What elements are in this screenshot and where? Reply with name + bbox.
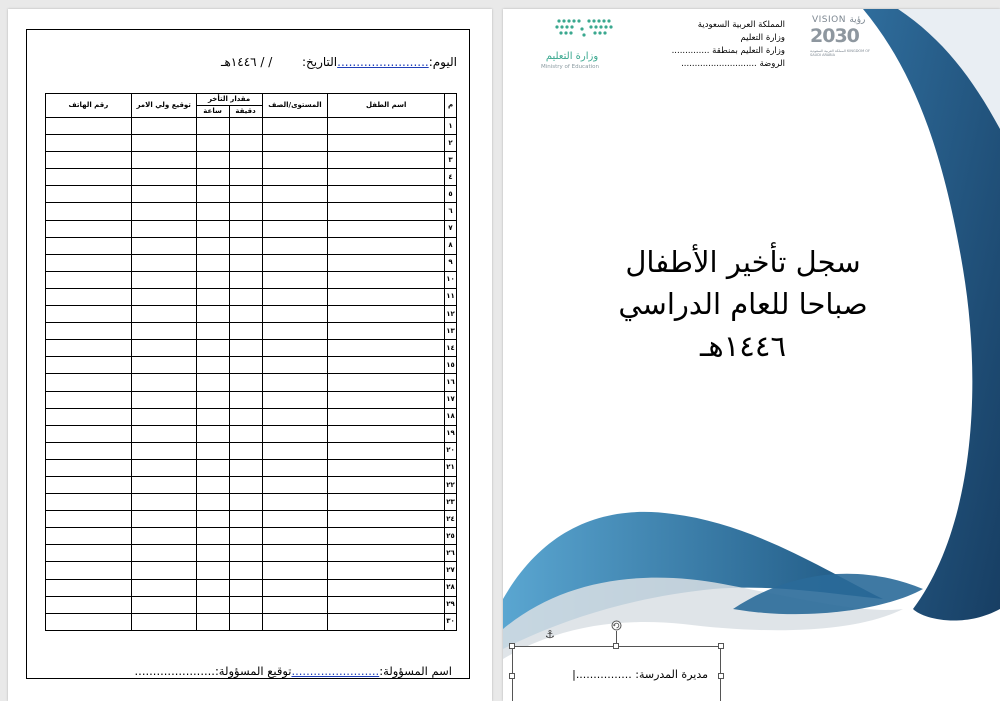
row-number: ١٥ (445, 357, 457, 374)
table-cell[interactable] (196, 254, 229, 271)
table-cell[interactable] (328, 425, 445, 442)
date-label: التاريخ: (301, 55, 338, 69)
table-cell[interactable] (229, 442, 262, 459)
table-cell[interactable] (196, 545, 229, 562)
table-cell[interactable] (328, 340, 445, 357)
row-number: ٢٣ (445, 494, 457, 511)
table-cell[interactable] (46, 135, 132, 152)
table-cell[interactable] (131, 306, 196, 323)
row-number: ١٧ (445, 391, 457, 408)
table-cell[interactable] (262, 476, 328, 493)
table-cell[interactable] (262, 340, 328, 357)
table-cell[interactable] (229, 152, 262, 169)
col-child-name: اسم الطفل (328, 94, 445, 118)
table-cell[interactable] (229, 613, 262, 630)
day-field[interactable]: ........................ (337, 55, 429, 69)
table-cell[interactable] (328, 374, 445, 391)
moe-english-name: Ministry of Education (540, 64, 599, 70)
letterhead (613, 19, 785, 71)
table-cell[interactable] (196, 596, 229, 613)
table-cell[interactable] (196, 237, 229, 254)
table-row (46, 562, 457, 579)
table-cell[interactable] (328, 169, 445, 186)
table-cell[interactable] (196, 442, 229, 459)
table-cell[interactable] (46, 237, 132, 254)
table-cell[interactable] (196, 425, 229, 442)
table-cell[interactable] (328, 357, 445, 374)
row-number: ١٣ (445, 323, 457, 340)
table-cell[interactable] (229, 476, 262, 493)
table-cell[interactable] (262, 391, 328, 408)
table-cell[interactable] (229, 596, 262, 613)
anchor-icon[interactable]: ⚓ (545, 628, 555, 641)
table-cell[interactable] (262, 528, 328, 545)
row-number: ٢٦ (445, 545, 457, 562)
cover-title-line: ١٤٤٦هـ (699, 329, 787, 363)
table-row (46, 545, 457, 562)
table-cell[interactable] (328, 203, 445, 220)
row-number: ٢٩ (445, 596, 457, 613)
vision-logo-line2: 2030 (810, 25, 859, 47)
table-cell[interactable] (46, 306, 132, 323)
table-cell[interactable] (328, 135, 445, 152)
row-number: ١٨ (445, 408, 457, 425)
table-cell[interactable] (46, 186, 132, 203)
table-row (46, 203, 457, 220)
table-cell[interactable] (229, 135, 262, 152)
table-cell[interactable] (131, 203, 196, 220)
table-cell[interactable] (46, 528, 132, 545)
table-cell[interactable] (196, 203, 229, 220)
row-number: ٤ (445, 169, 457, 186)
table-cell[interactable] (131, 254, 196, 271)
row-number: ٢٠ (445, 442, 457, 459)
table-cell[interactable] (131, 442, 196, 459)
letterhead-line: الروضة ............................ (681, 59, 785, 69)
resize-handle-top[interactable] (613, 643, 619, 649)
table-cell[interactable] (229, 374, 262, 391)
row-number: ٨ (445, 237, 457, 254)
table-cell[interactable] (131, 374, 196, 391)
resize-handle-right[interactable] (718, 673, 724, 679)
table-row (46, 220, 457, 237)
table-cell[interactable] (262, 442, 328, 459)
table-cell[interactable] (229, 186, 262, 203)
table-cell[interactable] (131, 391, 196, 408)
table-cell[interactable] (328, 271, 445, 288)
table-cell[interactable] (229, 562, 262, 579)
date-header (43, 55, 457, 69)
table-cell[interactable] (196, 271, 229, 288)
table-row (46, 357, 457, 374)
table-cell[interactable] (131, 562, 196, 579)
table-cell[interactable] (46, 596, 132, 613)
table-cell[interactable] (262, 306, 328, 323)
vision-logo-line3: المملكة العربية السعودية KINGDOM OF SAUDI ARABIA (810, 49, 871, 57)
table-cell[interactable] (46, 357, 132, 374)
table-cell[interactable] (328, 254, 445, 271)
col-minute: دقيقة (229, 106, 262, 118)
table-cell[interactable] (229, 408, 262, 425)
table-cell[interactable] (229, 271, 262, 288)
table-cell[interactable] (196, 306, 229, 323)
table-cell[interactable] (229, 169, 262, 186)
row-number: ١٩ (445, 425, 457, 442)
table-cell[interactable] (328, 579, 445, 596)
table-cell[interactable] (131, 340, 196, 357)
table-cell[interactable] (131, 323, 196, 340)
signature-footer (58, 664, 452, 678)
table-cell[interactable] (131, 152, 196, 169)
table-cell[interactable] (196, 408, 229, 425)
table-cell[interactable] (229, 459, 262, 476)
table-row (46, 186, 457, 203)
table-cell[interactable] (229, 203, 262, 220)
table-cell[interactable] (229, 237, 262, 254)
table-cell[interactable] (262, 408, 328, 425)
name-label: اسم المسؤولة: (379, 664, 452, 678)
sign-field[interactable]: ...................... (134, 664, 215, 678)
table-cell[interactable] (229, 528, 262, 545)
table-cell[interactable] (229, 391, 262, 408)
row-number: ٧ (445, 220, 457, 237)
row-number: ٢٥ (445, 528, 457, 545)
resize-handle-top-right[interactable] (718, 643, 724, 649)
table-cell[interactable] (131, 408, 196, 425)
table-cell[interactable] (196, 288, 229, 305)
letterhead-line: وزارة التعليم (740, 33, 785, 43)
table-cell[interactable] (46, 271, 132, 288)
row-number: ٢٧ (445, 562, 457, 579)
table-cell[interactable] (131, 613, 196, 630)
table-row (46, 135, 457, 152)
table-cell[interactable] (46, 374, 132, 391)
table-cell[interactable] (262, 271, 328, 288)
table-cell[interactable] (262, 425, 328, 442)
table-cell[interactable] (328, 186, 445, 203)
table-cell[interactable] (131, 186, 196, 203)
table-cell[interactable] (131, 425, 196, 442)
table-cell[interactable] (131, 118, 196, 135)
cover-title (598, 241, 888, 367)
table-cell[interactable] (196, 528, 229, 545)
moe-dots-icon (553, 15, 623, 45)
table-cell[interactable] (262, 613, 328, 630)
table-row (46, 494, 457, 511)
table-cell[interactable] (46, 152, 132, 169)
table-cell[interactable] (328, 152, 445, 169)
table-cell[interactable] (46, 254, 132, 271)
table-cell[interactable] (328, 323, 445, 340)
table-row (46, 579, 457, 596)
cover-page (503, 9, 1000, 701)
table-cell[interactable] (131, 459, 196, 476)
table-cell[interactable] (131, 528, 196, 545)
table-cell[interactable] (262, 323, 328, 340)
table-cell[interactable] (229, 220, 262, 237)
table-cell[interactable] (196, 152, 229, 169)
table-cell[interactable] (262, 186, 328, 203)
table-row (46, 323, 457, 340)
table-cell[interactable] (262, 545, 328, 562)
table-cell[interactable] (229, 425, 262, 442)
table-cell[interactable] (262, 494, 328, 511)
table-cell[interactable] (262, 288, 328, 305)
row-number: ٢٨ (445, 579, 457, 596)
date-value[interactable]: / / ١٤٤٦هـ (220, 55, 273, 69)
table-cell[interactable] (196, 579, 229, 596)
table-cell[interactable] (46, 288, 132, 305)
table-row (46, 169, 457, 186)
table-row (46, 408, 457, 425)
table-cell[interactable] (229, 323, 262, 340)
table-row (46, 254, 457, 271)
table-cell[interactable] (328, 408, 445, 425)
table-cell[interactable] (328, 459, 445, 476)
table-cell[interactable] (131, 357, 196, 374)
table-cell[interactable] (229, 494, 262, 511)
table-cell[interactable] (262, 511, 328, 528)
table-cell[interactable] (328, 511, 445, 528)
row-number: ١ (445, 118, 457, 135)
table-cell[interactable] (328, 306, 445, 323)
col-level: المستوى/الصف (262, 94, 328, 118)
table-cell[interactable] (196, 511, 229, 528)
row-number: ١٦ (445, 374, 457, 391)
name-field[interactable]: ........................ (291, 664, 380, 678)
col-guardian-signature: توقيع ولي الامر (131, 94, 196, 118)
row-number: ١٤ (445, 340, 457, 357)
table-cell[interactable] (262, 135, 328, 152)
row-number: ٩ (445, 254, 457, 271)
table-cell[interactable] (46, 323, 132, 340)
table-row (46, 118, 457, 135)
table-cell[interactable] (131, 135, 196, 152)
table-row (46, 152, 457, 169)
table-cell[interactable] (262, 220, 328, 237)
row-number: ٣٠ (445, 613, 457, 630)
table-row (46, 511, 457, 528)
table-cell[interactable] (262, 374, 328, 391)
table-row (46, 271, 457, 288)
table-cell[interactable] (328, 288, 445, 305)
row-number: ٣ (445, 152, 457, 169)
table-cell[interactable] (328, 237, 445, 254)
table-cell[interactable] (262, 118, 328, 135)
table-cell[interactable] (46, 220, 132, 237)
table-cell[interactable] (46, 425, 132, 442)
table-row (46, 340, 457, 357)
table-cell[interactable] (196, 169, 229, 186)
table-cell[interactable] (131, 220, 196, 237)
day-label: اليوم: (428, 55, 457, 69)
table-cell[interactable] (229, 545, 262, 562)
table-cell[interactable] (196, 118, 229, 135)
table-cell[interactable] (131, 596, 196, 613)
table-cell[interactable] (196, 323, 229, 340)
table-cell[interactable] (262, 152, 328, 169)
table-cell[interactable] (328, 220, 445, 237)
table-cell[interactable] (196, 476, 229, 493)
letterhead-line: وزارة التعليم بمنطقة .............. (671, 46, 785, 56)
table-cell[interactable] (262, 562, 328, 579)
table-cell[interactable] (328, 528, 445, 545)
cover-title-line: سجل تأخير الأطفال (625, 245, 861, 279)
col-number: م (445, 94, 457, 118)
table-cell[interactable] (196, 186, 229, 203)
table-cell[interactable] (46, 203, 132, 220)
cover-title-line: صباحا للعام الدراسي (618, 287, 868, 321)
table-cell[interactable] (328, 562, 445, 579)
table-cell[interactable] (131, 271, 196, 288)
attendance-log-page (8, 9, 492, 701)
table-cell[interactable] (46, 340, 132, 357)
table-cell[interactable] (328, 118, 445, 135)
table-cell[interactable] (328, 545, 445, 562)
table-row (46, 425, 457, 442)
col-hour: ساعة (196, 106, 229, 118)
table-cell[interactable] (46, 442, 132, 459)
table-cell[interactable] (262, 459, 328, 476)
table-row (46, 237, 457, 254)
table-row (46, 613, 457, 630)
table-cell[interactable] (229, 511, 262, 528)
moe-arabic-name: وزارة التعليم (545, 51, 599, 62)
resize-handle-left[interactable] (509, 673, 515, 679)
row-number: ١٢ (445, 306, 457, 323)
table-cell[interactable] (131, 288, 196, 305)
table-row (46, 528, 457, 545)
table-cell[interactable] (196, 220, 229, 237)
table-row (46, 459, 457, 476)
row-number: ٢٤ (445, 511, 457, 528)
table-cell[interactable] (262, 357, 328, 374)
table-cell[interactable] (229, 254, 262, 271)
table-cell[interactable] (131, 511, 196, 528)
principal-signature-line[interactable]: مديرة المدرسة: ................| (572, 668, 708, 681)
table-row (46, 374, 457, 391)
resize-handle-top-left[interactable] (509, 643, 515, 649)
table-row (46, 288, 457, 305)
letterhead-line: المملكة العربية السعودية (697, 20, 785, 30)
table-cell[interactable] (229, 306, 262, 323)
table-cell[interactable] (196, 613, 229, 630)
table-cell[interactable] (328, 494, 445, 511)
row-number: ١٠ (445, 271, 457, 288)
table-cell[interactable] (131, 579, 196, 596)
table-cell[interactable] (46, 169, 132, 186)
sign-label: توقيع المسؤولة: (214, 664, 292, 678)
table-cell[interactable] (46, 459, 132, 476)
table-cell[interactable] (262, 579, 328, 596)
table-row (46, 596, 457, 613)
col-phone: رقم الهاتف (46, 94, 132, 118)
table-row (46, 306, 457, 323)
table-cell[interactable] (46, 562, 132, 579)
table-cell[interactable] (46, 391, 132, 408)
table-cell[interactable] (229, 357, 262, 374)
table-cell[interactable] (262, 203, 328, 220)
vision-logo-line1: VISION رؤية (812, 15, 866, 25)
principal-textbox[interactable] (512, 646, 721, 701)
table-row (46, 391, 457, 408)
row-number: ١١ (445, 288, 457, 305)
table-cell[interactable] (229, 288, 262, 305)
table-cell[interactable] (262, 254, 328, 271)
table-cell[interactable] (196, 391, 229, 408)
table-row (46, 476, 457, 493)
table-cell[interactable] (46, 579, 132, 596)
table-cell[interactable] (46, 511, 132, 528)
table-cell[interactable] (131, 476, 196, 493)
table-cell[interactable] (262, 596, 328, 613)
table-cell[interactable] (196, 562, 229, 579)
table-cell[interactable] (131, 545, 196, 562)
table-cell[interactable] (46, 408, 132, 425)
late-arrivals-table (45, 93, 457, 631)
table-cell[interactable] (46, 118, 132, 135)
table-cell[interactable] (328, 613, 445, 630)
table-cell[interactable] (46, 476, 132, 493)
table-cell[interactable] (131, 169, 196, 186)
table-cell[interactable] (328, 476, 445, 493)
col-delay-amount: مقدار التأخر (196, 94, 262, 106)
table-cell[interactable] (229, 118, 262, 135)
table-cell[interactable] (131, 494, 196, 511)
row-number: ٢ (445, 135, 457, 152)
row-number: ٥ (445, 186, 457, 203)
table-cell[interactable] (196, 357, 229, 374)
table-cell[interactable] (196, 374, 229, 391)
table-cell[interactable] (46, 545, 132, 562)
rotate-handle-icon[interactable] (611, 620, 622, 631)
vision-2030-logo (810, 15, 874, 65)
table-cell[interactable] (131, 237, 196, 254)
table-cell[interactable] (196, 340, 229, 357)
table-cell[interactable] (262, 169, 328, 186)
table-cell[interactable] (229, 579, 262, 596)
row-number: ٦ (445, 203, 457, 220)
table-row (46, 442, 457, 459)
table-cell[interactable] (196, 459, 229, 476)
row-number: ٢١ (445, 459, 457, 476)
table-cell[interactable] (229, 340, 262, 357)
table-cell[interactable] (328, 442, 445, 459)
row-number: ٢٢ (445, 476, 457, 493)
table-cell[interactable] (328, 596, 445, 613)
table-cell[interactable] (196, 135, 229, 152)
table-cell[interactable] (46, 494, 132, 511)
table-cell[interactable] (196, 494, 229, 511)
table-cell[interactable] (46, 613, 132, 630)
table-cell[interactable] (328, 391, 445, 408)
table-cell[interactable] (262, 237, 328, 254)
ministry-of-education-logo (519, 15, 619, 75)
